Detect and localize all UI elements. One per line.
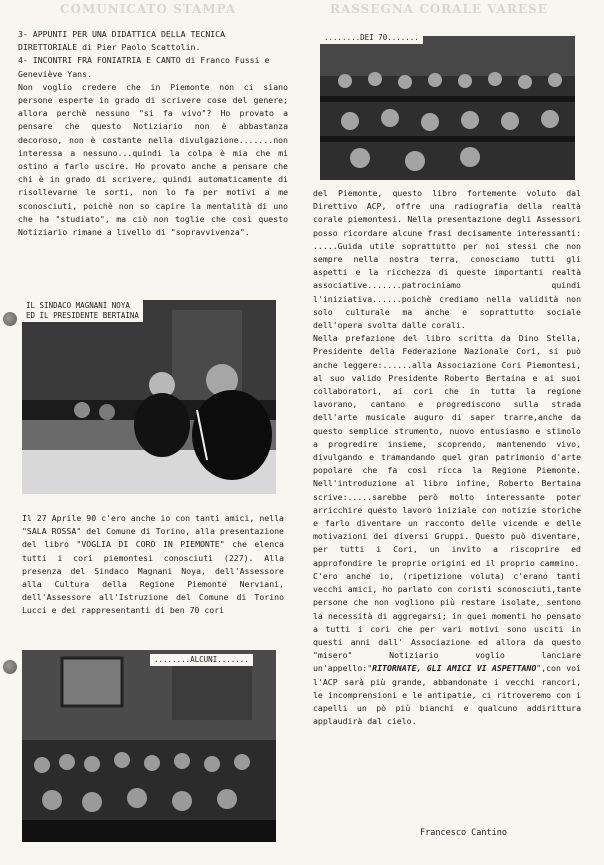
photo-sindaco-presidente [22,300,276,494]
photo-dei-70 [320,36,575,180]
caption-line-1: IL SINDACO MAGNANI NOYA [26,301,130,310]
punch-hole-bottom [3,660,17,674]
left-mid-text [22,512,284,618]
signature: Francesco Cantino [420,828,507,838]
list-item-3: 3- APPUNTI PER UNA DIDATTICA DELLA TECNICA DIRETTORIALE di Pier Paolo Scattolin. [18,29,226,53]
appello-text-b: ",con voi l'ACP sarà più grande, abbandonate i vecchi rancori, le incomprensioni e le antipatie, ci ritroveremo con i capelli un pò più bianchi e qualcuno addirittura applaudirà dal cielo. [313,663,581,727]
paragraph-libro: del Piemonte, questo libro fortemente voluto dal Direttivo ACP, offre una radiografia della realtà corale piemontesi. Nella presentazione degli Assessori posso ricordare alcune frasi decisamente interessanti: .....Guida utile soprattutto per noi stessi che non sempre nella nostra terra, conosciamo tutti gli aspetti e la ricchezza di queste importanti realtà associative.......patrociniamo quindi l'iniziativa......poichè crediamo nella validità non solo culturale ma anche e soprattutto sociale dell'opera svolta dalle corali. [313,188,581,331]
photo1-caption [22,300,143,322]
left-top-text [18,28,288,239]
photo3-caption: ........DEI 70....... [320,32,423,44]
paragraph-appello [313,570,581,728]
appello-emphasis: RITORNATE, GLI AMICI VI ASPETTANO [372,663,537,674]
caption-line-2: ED IL PRESIDENTE BERTAINA [26,311,139,320]
photo2-caption: ........ALCUNI....... [150,654,253,666]
right-column-text [313,187,581,728]
list-item-4: 4- INCONTRI FRA FONIATRIA E CANTO di Franco Fussi e Geneviève Yans. [18,55,270,79]
punch-hole-top [3,312,17,326]
paragraph-prefazione: Nella prefazione del libro scritta da Dino Stella, Presidente della Federazione Nazionale Cori, si può anche leggere:......alla Associazione Cori Piemontesi, al suo valido Presidente Roberto Bertaina e ai suoi collaboratori, ai cori che in tutta la regione lavorano, cantano e progrediscono sulla strada dell'arte musicale auguro di saper trarre,anche da questo semplice strumento, nuovo entusiasmo e stimolo a progredire insieme, scoprendo, mantenendo vivo, divulgando e tramandando quel gran patrimonio d'arte popolare che fa così ricca la Regione Piemonte. Nell'introduzione al libro infine, Roberto Bertaina scrive:.....sarebbe però molto interessante poter arricchire questo lavoro iniziale con notizie storiche e farlo diventare un racconto delle vicende e delle motivazioni dei diversi Gruppi. Questo può diventare, per tutti i Cori, un invito a riscoprire ed approfondire le proprie origini ed il proprio cammino. [313,333,581,568]
paragraph-notiziario: Non voglio credere che in Piemonte non ci siano persone esperte in grado di scrivere cose del genere; allora perchè nessuno "si fa vivo"? Ho provato a pensare che questo Notiziario non è abbastanza decoroso, non è costante nella divulgazione.......non interessa a nessuno...quindi la colpa è mia che mi ostino a farlo uscire. Ho provato anche a pensare che chi è in grado di scrivere, quindi automaticamente di risollevarne le sorti, non lo fa per motivi a me sconosciuti, poichè non so capire la mentalità di uno che ha "studiato", ma ciò non toglie che così questo Notiziario rimane a livello di "sopravvivenza". [18,81,288,238]
ghost-header-left: RASSEGNA CORALE VARESE [330,2,548,16]
ghost-header-right: COMUNICATO STAMPA [60,2,237,16]
appello-text-a: C'ero anche io, (ripetizione voluta) c'erano tanti vecchi amici, ho parlato con coristi sconosciuti,tante persone che non vogliono più restare isolate, sentono la necessità di aggregarsi; in quei momenti ho pensato a tutti i cori che per vari motivi sono usciti in questi anni dall' Associazione ed allora da questo "misero" Notiziario voglio lanciare un'appello:" [313,570,581,674]
paragraph-sala-rossa: Il 27 Aprile 90 c'ero anche io con tanti amici, nella "SALA ROSSA" del Comune di Torino, alla presentazione del libro "VOGLIA DI CORO IN PIEMONTE" che elenca tutti i cori piemontesi conosciuti (227). Alla presenza del Sindaco Magnani Noya, dell'Assessore alla Cultura della Regione Piemonte Nerviani, dell'Assessore all'Istruzione del Comune di Torino Lucci e dei rappresentanti di ben 70 cori [22,513,284,616]
photo-alcuni [22,650,276,842]
